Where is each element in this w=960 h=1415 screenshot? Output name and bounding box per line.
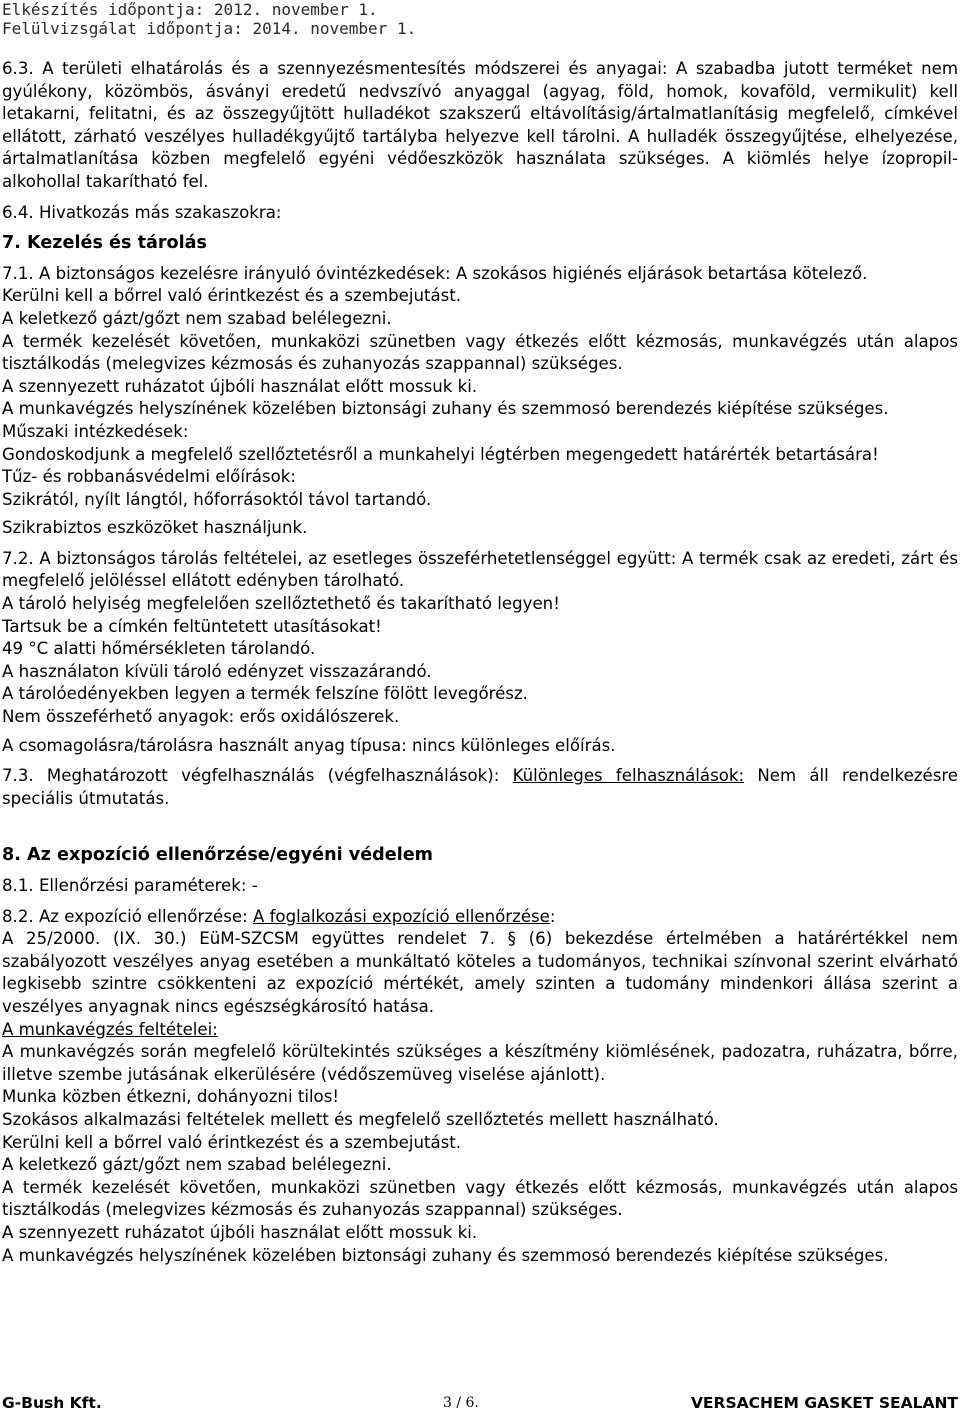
company-name: G-Bush Kft. (2, 1394, 102, 1412)
text-line: A termék kezelését követően, munkaközi szünetben vagy étkezés előtt kézmosás, munkavégzés után alapos tisztálkodás (melegvizes kézmosás és zuhanyozás szappannal) szükséges. (2, 1177, 958, 1220)
created-date: Elkészítés időpontja: 2012. november 1. (2, 0, 378, 19)
section-8-1: 8.1. Ellenőrzési paraméterek: - (2, 876, 258, 895)
text-line: A szennyezett ruházatot újbóli használat előtt mossuk ki. (2, 1222, 478, 1242)
text-line: Szikrabiztos eszközöket használjunk. (2, 518, 308, 538)
text-line: A szennyezett ruházatot újbóli használat előtt mossuk ki. (2, 376, 478, 396)
text-line: A munkavégzés helyszínének közelében biztonsági zuhany és szemmosó berendezés kiépítése szükséges. (2, 399, 889, 419)
text-line: A munkavégzés során megfelelő körültekintés szükséges a készítmény kiömlésének, padozatra, ruházatra, bőrre, illetve szembe jutásának elkerülésére (védőszemüveg viselése ajánlott). (2, 1042, 958, 1084)
text-line: Tartsuk be a címkén feltüntetett utasításokat! (2, 616, 382, 636)
document-body (2, 58, 958, 1267)
text-line: Munka közben étkezni, dohányozni tilos! (2, 1087, 340, 1107)
section-6-3: 6.3. A területi elhatárolás és a szennyezésmentesítés módszerei és anyagai: A szabadba jutott terméket nem gyúlékony, közömbös, ásványi eredetű nedvszívó anyaggal (agyag, föld, homok, kovaföld, vermikulit) kell letakarni, felitatni, és az összegyűjtött hulladékot szakszerű eltávolításig/ártalmatlanításig megfelelő, címkével ellátott, zárható veszélyes hulladékgyűjtő tartályba helyezve kell tárolni. A hulladék összegyűjtése, elhelyezése, ártalmatlanítása közben megfelelő egyéni védőeszközök használata szükséges. A kiömlés helye ízopropil-alkohollal takarítható fel. (2, 59, 958, 191)
section-7-1: 7.1. A biztonságos kezelésre irányuló óvintézkedések: A szokásos higiénés eljárások betartása kötelező. (2, 263, 868, 283)
occupational-exposure-label: A foglalkozási expozíció ellenőrzése (252, 906, 550, 926)
text-line: A keletkező gázt/gőzt nem szabad belélegezni. (2, 1155, 392, 1175)
subheading-technical-measures: Műszaki intézkedések: (2, 421, 189, 441)
text-line: Kerülni kell a bőrrel való érintkezést és a szembejutást. (2, 286, 462, 306)
text-line: Szokásos alkalmazási feltételek mellett és megfelelő szellőztetés mellett használható. (2, 1109, 719, 1129)
text-line: Szikrától, nyílt lángtól, hőforrásoktól távol tartandó. (2, 489, 432, 509)
regulation-paragraph: A 25/2000. (IX. 30.) EüM-SZCSM együttes rendelet 7. § (6) bekezdése értelmében a határértékkel nem szabályozott veszélyes anyag esetében a munkáltató köteles a tudományos, technikai színvonal szerint elvárható legkisebb szintre csökkenteni az expozíció mértékét, amely szinten a tudomány mindenkori állása szerint a veszélyes anyagnak nincs egészségkárosító hatása. (2, 929, 958, 1016)
section-7-2: 7.2. A biztonságos tárolás feltételei, az esetleges összeférhetetlenséggel együtt: A termék csak az eredeti, zárt és megfelelő jelöléssel ellátott edényben tárolható. (2, 548, 958, 591)
section-8-2-label: 8.2. Az expozíció ellenőrzése: (2, 906, 253, 926)
text-line: A tárolóedényekben legyen a termék felszíne fölött levegőrész. (2, 684, 528, 704)
heading-section-8: 8. Az expozíció ellenőrzése/egyéni védelem (2, 845, 433, 866)
subheading-fire-protection: Tűz- és robbanásvédelmi előírások: (2, 467, 296, 487)
section-8-2-colon: : (549, 906, 556, 926)
section-7-3-label: 7.3. Meghatározott végfelhasználás (végfelhasználások): (2, 766, 513, 786)
section-7-3 (2, 765, 958, 810)
section-8-2 (2, 906, 958, 929)
text-line: 49 °C alatti hőmérsékleten tárolandó. (2, 639, 316, 659)
document-header (0, 0, 960, 48)
subheading-working-conditions: A munkavégzés feltételei: (2, 1019, 218, 1039)
text-line: Kerülni kell a bőrrel való érintkezést és a szembejutást. (2, 1132, 462, 1152)
section-6-4: 6.4. Hivatkozás más szakaszokra: (2, 202, 282, 222)
text-line: A használaton kívüli tároló edényzet visszazárandó. (2, 661, 432, 681)
product-name: VERSACHEM GASKET SEALANT (690, 1394, 958, 1412)
heading-section-7: 7. Kezelés és tárolás (2, 233, 207, 254)
text-line: A csomagolásra/tárolásra használt anyag típusa: nincs különleges előírás. (2, 735, 616, 755)
page-number: 3 / 6. (443, 1395, 479, 1411)
document-footer (0, 1394, 960, 1415)
text-line: A tároló helyiség megfelelően szellőztethető és takarítható legyen! (2, 594, 560, 614)
text-line: Gondoskodjunk a megfelelő szellőztetésről a munkahelyi légtérben megengedett határérték betartására! (2, 444, 879, 464)
text-line: A munkavégzés helyszínének közelében biztonsági zuhany és szemmosó berendezés kiépítése szükséges. (2, 1245, 889, 1265)
text-line: Nem összeférhető anyagok: erős oxidálószerek. (2, 707, 400, 727)
special-uses-label: Különleges felhasználások: (512, 766, 745, 786)
revised-date: Felülvizsgálat időpontja: 2014. november 1. (2, 19, 417, 38)
text-line: A termék kezelését követően, munkaközi szünetben vagy étkezés előtt kézmosás, munkavégzés után alapos tisztálkodás (melegvizes kézmosás és zuhanyozás szappannal) szükséges. (2, 331, 958, 374)
text-line: A keletkező gázt/gőzt nem szabad belélegezni. (2, 308, 392, 328)
section-7-3-text: Nem áll rendelkezésre speciális útmutatás. (2, 766, 959, 808)
